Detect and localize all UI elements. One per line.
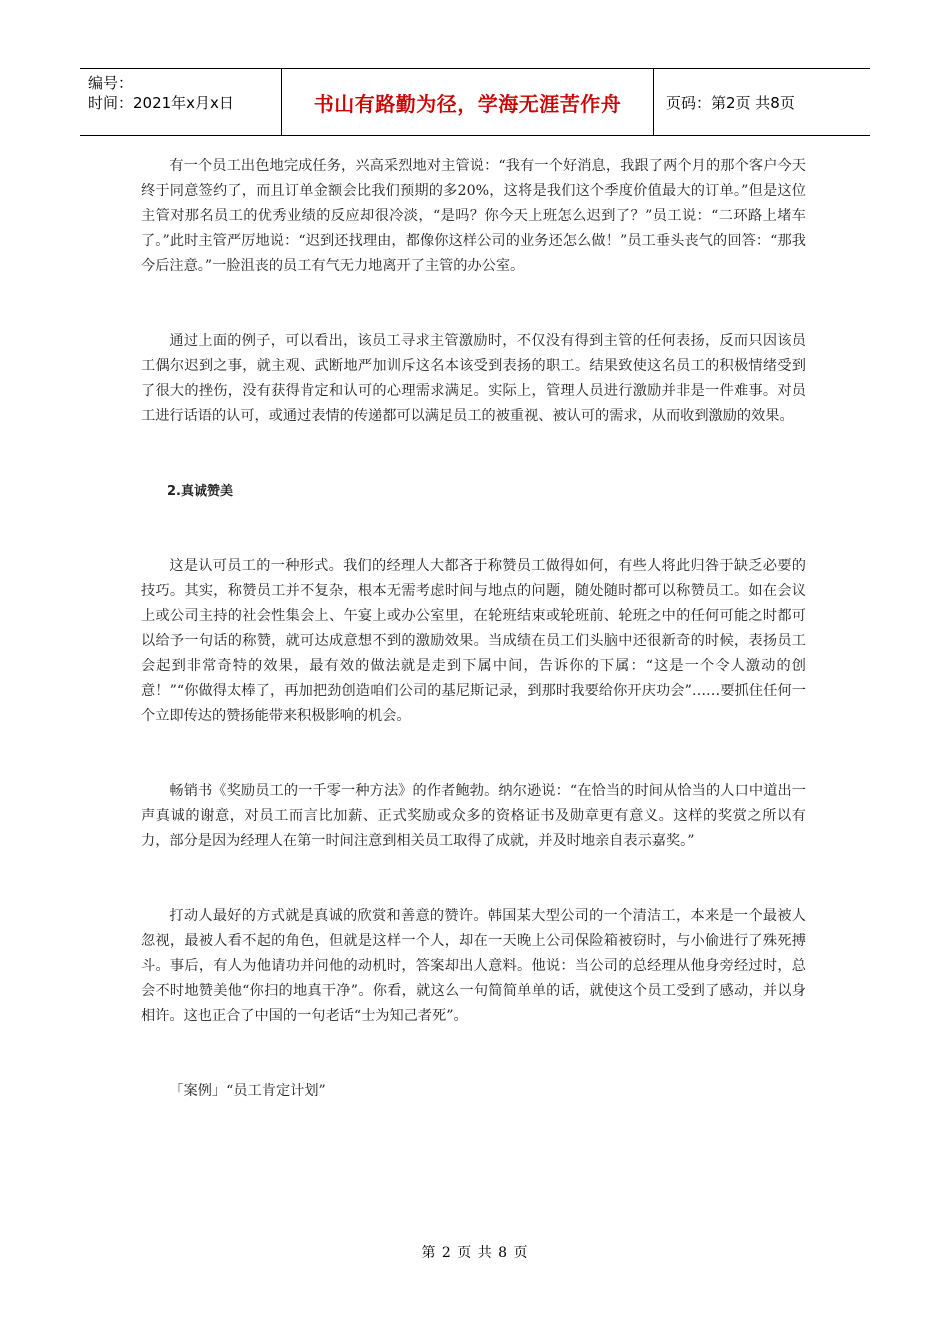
paragraph-1: 有一个员工出色地完成任务，兴高采烈地对主管说：“我有一个好消息，我跟了两个月的那个客户今天终于同意签约了，而且订单金额会比我们预期的多20%，这将是我们这个季度价值最大的订单。”但是这位主管对那名员工的优秀业绩的反应却很冷淡，“是吗？你今天上班怎么迟到了？”员工说：“二环路上堵车了。”此时主管严厉地说：“迟到还找理由，都像你这样公司的业务还怎么做！”员工垂头丧气的回答：“那我今后注意。”一脸沮丧的员工有气无力地离开了主管的办公室。 [141, 158, 806, 274]
case-title: 「案例」“员工肯定计划” [169, 1083, 326, 1099]
document-body [141, 154, 806, 1104]
paragraph-5: 打动人最好的方式就是真诚的欣赏和善意的赞许。韩国某大型公司的一个清洁工，本来是一个最被人忽视，最被人看不起的角色，但就是这样一个人，却在一天晚上公司保险箱被窃时，与小偷进行了殊死搏斗。事后，有人为他请功并问他的动机时，答案却出人意料。他说：当公司的总经理从他身旁经过时，总会不时地赞美他“你扫的地真干净”。你看，就这么一句简简单单的话，就使这个员工受到了感动，并以身相许。这也正合了中国的一句老话“士为知己者死”。 [141, 908, 806, 1024]
paragraph-2: 通过上面的例子，可以看出，该员工寻求主管激励时，不仅没有得到主管的任何表扬，反而只因该员工偶尔迟到之事，就主观、武断地严加训斥这名本该受到表扬的职工。结果致使这名员工的积极情绪受到了很大的挫伤，没有获得肯定和认可的心理需求满足。实际上，管理人员进行激励并非是一件难事。对员工进行话语的认可，或通过表情的传递都可以满足员工的被重视、被认可的需求，从而收到激励的效果。 [141, 333, 806, 424]
header-meta [80, 69, 282, 135]
paragraph-3: 这是认可员工的一种形式。我们的经理人大都吝于称赞员工做得如何，有些人将此归咎于缺乏必要的技巧。其实，称赞员工并不复杂，根本无需考虑时间与地点的问题，随处随时都可以称赞员工。如在会议上或公司主持的社会性集会上、午宴上或办公室里，在轮班结束或轮班前、轮班之中的任何可能之时都可以给予一句话的称赞，就可达成意想不到的激励效果。当成绩在员工们头脑中还很新奇的时候，表扬员工会起到非常奇特的效果，最有效的做法就是走到下属中间，告诉你的下属：“这是一个令人激动的创意！”“你做得太棒了，再加把劲创造咱们公司的基尼斯记录，到那时我要给你开庆功会”……要抓住任何一个立即传达的赞扬能带来积极影响的机会。 [141, 558, 806, 724]
section-title: 2.真诚赞美 [167, 484, 233, 499]
header-motto: 书山有路勤为径，学海无涯苦作舟 [282, 69, 654, 135]
page-footer: 第 2 页 共 8 页 [421, 1245, 529, 1261]
paragraph-4: 畅销书《奖励员工的一千零一种方法》的作者鲍勃。纳尔逊说：“在恰当的时间从恰当的人口中道出一声真诚的谢意，对员工而言比加薪、正式奖励或众多的资格证书及勋章更有意义。这样的奖赏之所以有力，部分是因为经理人在第一时间注意到相关员工取得了成就，并及时地亲自表示嘉奖。” [141, 783, 806, 849]
page-header [80, 68, 870, 136]
document-date: 时间：2021年x月x日 [88, 94, 234, 112]
header-page-info: 页码：第2页 共8页 [666, 93, 795, 112]
document-number-label: 编号： [88, 74, 134, 92]
